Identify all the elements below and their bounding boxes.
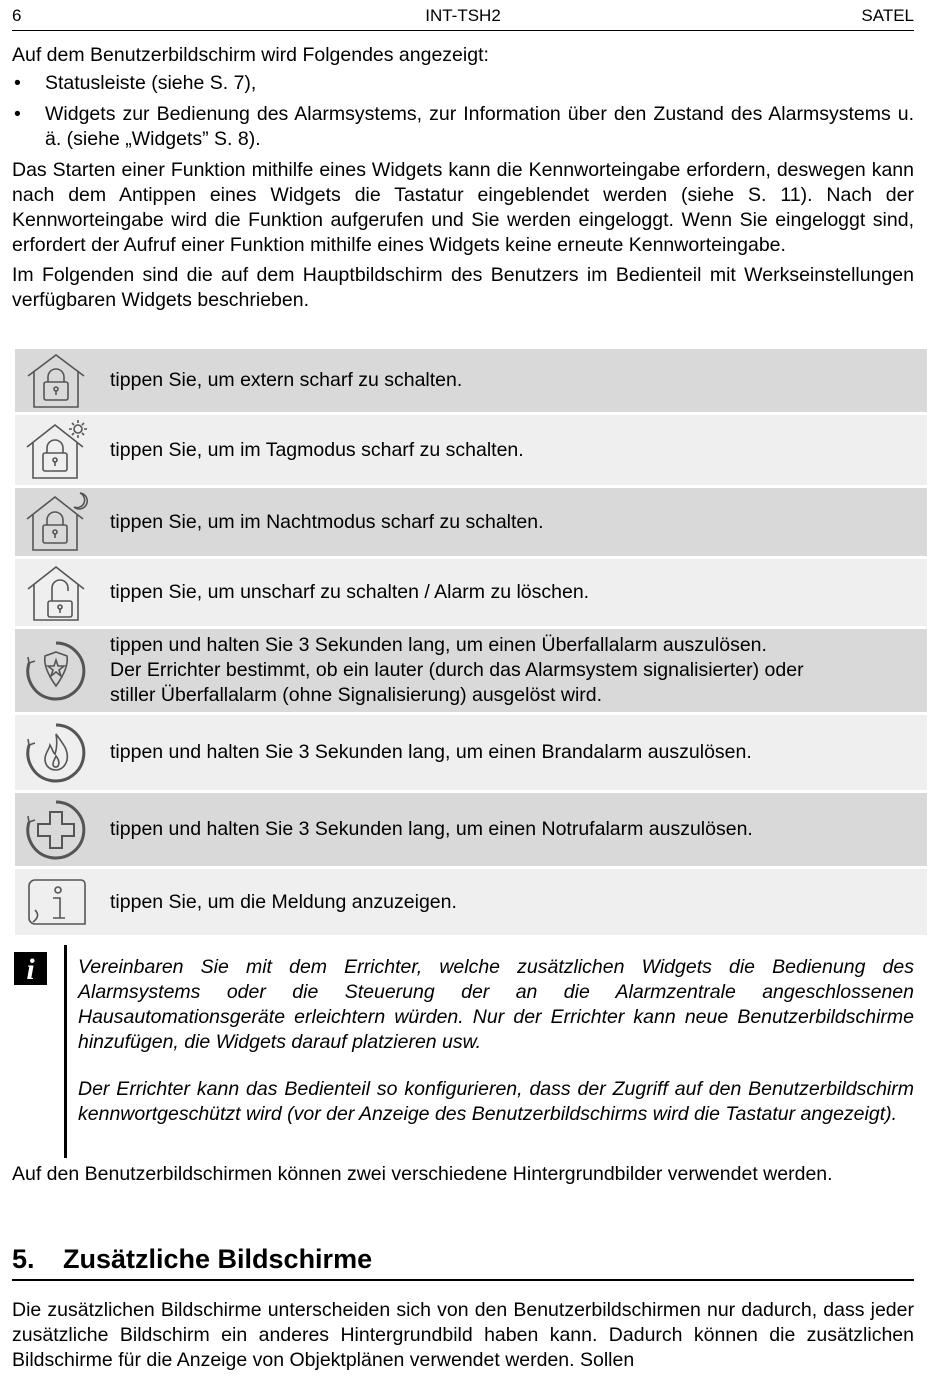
widget-description: tippen und halten Sie 3 Sekunden lang, um einen Überfallalarm auszulösen. [110,634,767,656]
intro-lead: Auf dem Benutzerbildschirm wird Folgendes angezeigt: [12,44,489,66]
widget-row [15,629,927,715]
widget-description: tippen Sie, um im Nachtmodus scharf zu schalten. [110,510,544,533]
page-number: 6 [12,6,22,25]
page-header [12,0,914,31]
fire-icon [15,720,97,786]
intro-paragraph: Das Starten einer Funktion mithilfe eines Widgets kann die Kennworteingabe erfordern, deswegen kann nach dem Antippen eines Widgets die Tastatur eingeblendet werden (siehe S. 11). Nach der Kennworteingabe wird die Funktion aufgerufen und Sie werden eingeloggt. Wenn Sie eingeloggt sind, erfordert der Aufruf einer Funktion mithilfe eines Widgets keine erneute Kennworteingabe. [12,159,914,256]
note-divider [64,945,67,1158]
list-item: • Widgets zur Bedienung des Alarmsystems, zur Information über den Zustand des Alarmsystems u. ä. (siehe „Widgets” S. 8). [12,102,914,152]
widget-description: tippen und halten Sie 3 Sekunden lang, um einen Brandalarm auszulösen. [110,741,752,763]
info-note-icon: i [14,952,47,985]
house-lock-moon-icon [15,491,97,553]
widget-row [15,349,927,415]
widget-description: tippen Sie, um extern scharf zu schalten. [110,369,463,391]
info-icon [15,874,97,930]
list-item: • Statusleiste (siehe S. 7), [12,71,914,96]
widget-row [15,488,927,559]
body-paragraph: Die zusätzlichen Bildschirme unterscheiden sich von den Benutzerbildschirmen nur dadurch, dass jeder zusätzliche Bildschirm ein anderes Hintergrundbild haben kann. Dadurch können die zusätzlichen Bildschirme für die Anzeige von Objektplänen verwendet werden. Sollen [12,1299,914,1371]
house-unlock-icon [15,563,97,623]
widget-description: Der Errichter bestimmt, ob ein lauter (durch das Alarmsystem signalisierter) oder [110,659,804,681]
intro-bullet-list [12,71,914,152]
widget-table [15,349,927,938]
widget-description: tippen und halten Sie 3 Sekunden lang, um einen Notrufalarm auszulösen. [110,818,753,840]
note-paragraph: Der Errichter kann das Bedienteil so konfigurieren, dass der Zugriff auf den Benutzerbildschirm kennwortgeschützt wird (vor der Anzeige des Benutzerbildschirms wird die Tastatur angezeigt). [78,1078,914,1125]
widget-description: tippen Sie, um unscharf zu schalten / Alarm zu löschen. [110,581,590,603]
section-title: Zusätzliche Bildschirme [63,1244,373,1274]
body-paragraph: Auf den Benutzerbildschirmen können zwei verschiedene Hintergrundbilder verwendet werden. [12,1163,833,1185]
section-number: 5. [12,1244,35,1274]
police-badge-icon [15,638,97,704]
widget-description: tippen Sie, um die Meldung anzuzeigen. [110,890,457,913]
note-paragraph: Vereinbaren Sie mit dem Errichter, welche zusätzlichen Widgets die Bedienung des Alarmsystems oder die Steuerung der an die Alarmzentrale angeschlossenen Hausautomationsgeräte erleichtern würden. Nur der Errichter kann neue Benutzerbildschirme hinzufügen, die Widgets darauf platzieren usw. [78,956,914,1053]
page [12,0,914,1371]
widget-row [15,559,927,629]
widget-description: tippen Sie, um im Tagmodus scharf zu schalten. [110,438,524,461]
brand-name: SATEL [861,6,914,25]
medical-cross-icon [15,797,97,863]
intro-paragraph: Im Folgenden sind die auf dem Hauptbildschirm des Benutzers im Bedienteil mit Werkseinstellungen verfügbaren Widgets beschrieben. [12,264,914,311]
document-title: INT-TSH2 [425,6,501,25]
widget-row [15,415,927,488]
house-lock-icon [15,352,97,410]
widget-row [15,869,927,938]
widget-row [15,715,927,793]
intro-section [12,43,914,313]
house-lock-sun-icon [15,419,97,481]
widget-row [15,793,927,869]
section-heading [12,1243,914,1281]
widget-description: stiller Überfallalarm (ohne Signalisierung) ausgelöst wird. [110,684,603,706]
